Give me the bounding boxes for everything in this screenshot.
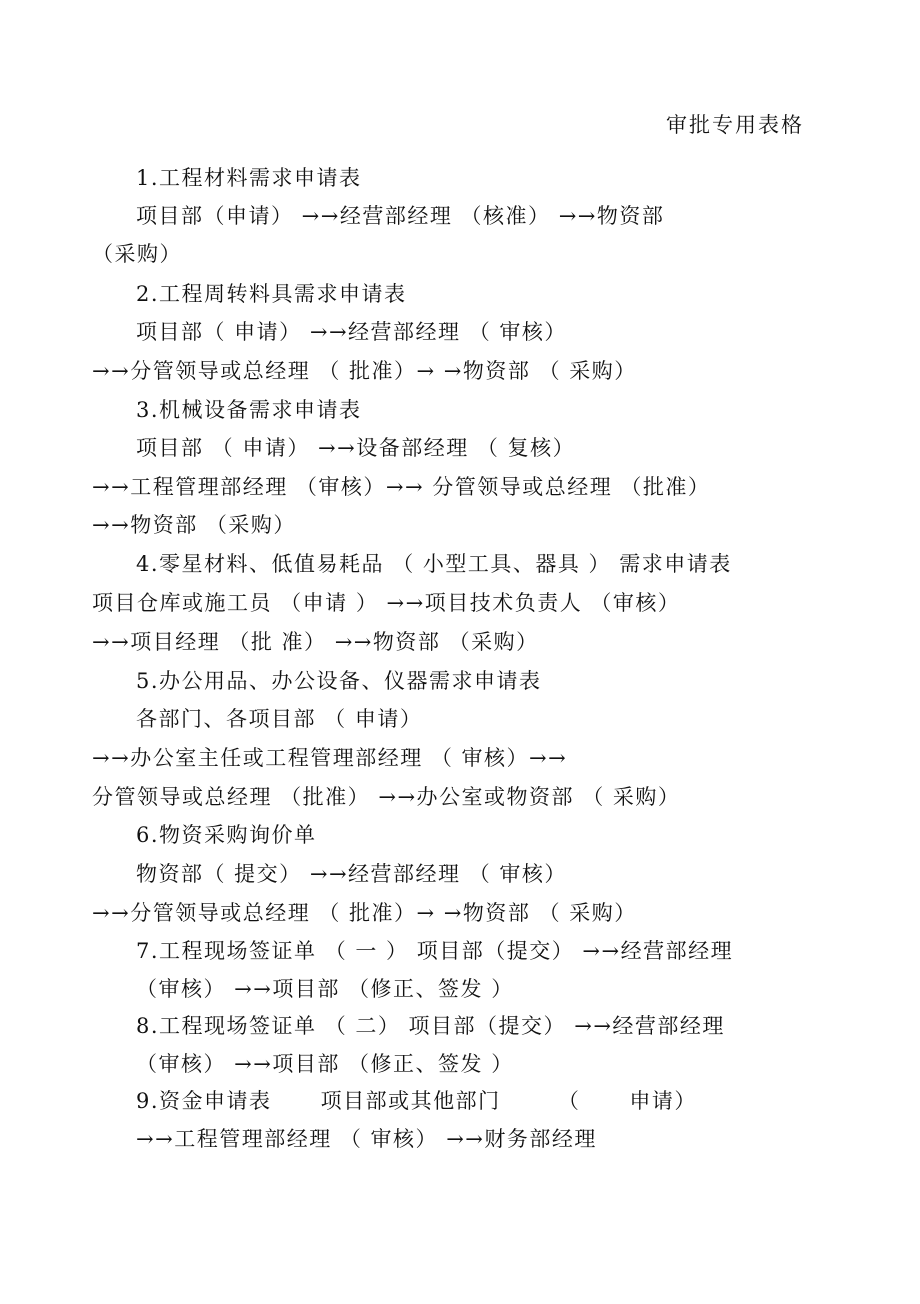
section-3-flow: 项目部 （ 申请） →→设备部经理 （ 复核） — [136, 436, 576, 460]
section-7-title-flow: 7.工程现场签证单 （ 一 ） 项目部（提交） →→经营部经理 — [136, 939, 734, 963]
section-7-flow-cont: （审核） →→项目部 （修正、签发 ） — [136, 977, 514, 1001]
section-2-title: 2.工程周转料具需求申请表 — [136, 282, 407, 306]
section-9-flow-cont: →→工程管理部经理 （ 审核） →→财务部经理 — [136, 1127, 597, 1151]
section-5-title: 5.办公用品、办公设备、仪器需求申请表 — [136, 669, 542, 693]
section-3-flow-end: →→物资部 （采购） — [92, 513, 296, 537]
section-1-title: 1.工程材料需求申请表 — [136, 166, 362, 190]
section-8-title-flow: 8.工程现场签证单 （ 二） 项目部（提交） →→经营部经理 — [136, 1014, 725, 1038]
section-1-flow-cont: （采购） — [92, 242, 182, 266]
section-1-flow: 项目部（申请） →→经营部经理 （核准） →→物资部 — [136, 204, 665, 228]
section-3-title: 3.机械设备需求申请表 — [136, 398, 362, 422]
section-5-flow-cont: →→办公室主任或工程管理部经理 （ 审核）→→ — [92, 746, 568, 770]
section-8-flow-cont: （审核） →→项目部 （修正、签发 ） — [136, 1052, 514, 1076]
section-4-flow: 项目仓库或施工员 （申请 ） →→项目技术负责人 （审核） — [92, 591, 681, 615]
section-6-flow-cont: →→分管领导或总经理 （ 批准）→ →物资部 （ 采购） — [92, 901, 637, 925]
section-9-title-flow: 9.资金申请表 项目部或其他部门 （ 申请） — [136, 1089, 697, 1113]
section-4-title: 4.零星材料、低值易耗品 （ 小型工具、器具 ） 需求申请表 — [136, 552, 732, 576]
section-3-flow-cont: →→工程管理部经理 （审核）→→ 分管领导或总经理 （批准） — [92, 475, 711, 499]
section-6-flow: 物资部（ 提交） →→经营部经理 （ 审核） — [136, 862, 567, 886]
section-5-flow: 各部门、各项目部 （ 申请） — [136, 707, 423, 731]
section-6-title: 6.物资采购询价单 — [136, 823, 317, 847]
section-4-flow-cont: →→项目经理 （批 准） →→物资部 （采购） — [92, 630, 539, 654]
section-2-flow-cont: →→分管领导或总经理 （ 批准）→ →物资部 （ 采购） — [92, 359, 637, 383]
page-heading: 审批专用表格 — [666, 113, 804, 137]
section-2-flow: 项目部（ 申请） →→经营部经理 （ 审核） — [136, 320, 567, 344]
section-5-flow-end: 分管领导或总经理 （批准） →→办公室或物资部 （ 采购） — [92, 785, 681, 809]
